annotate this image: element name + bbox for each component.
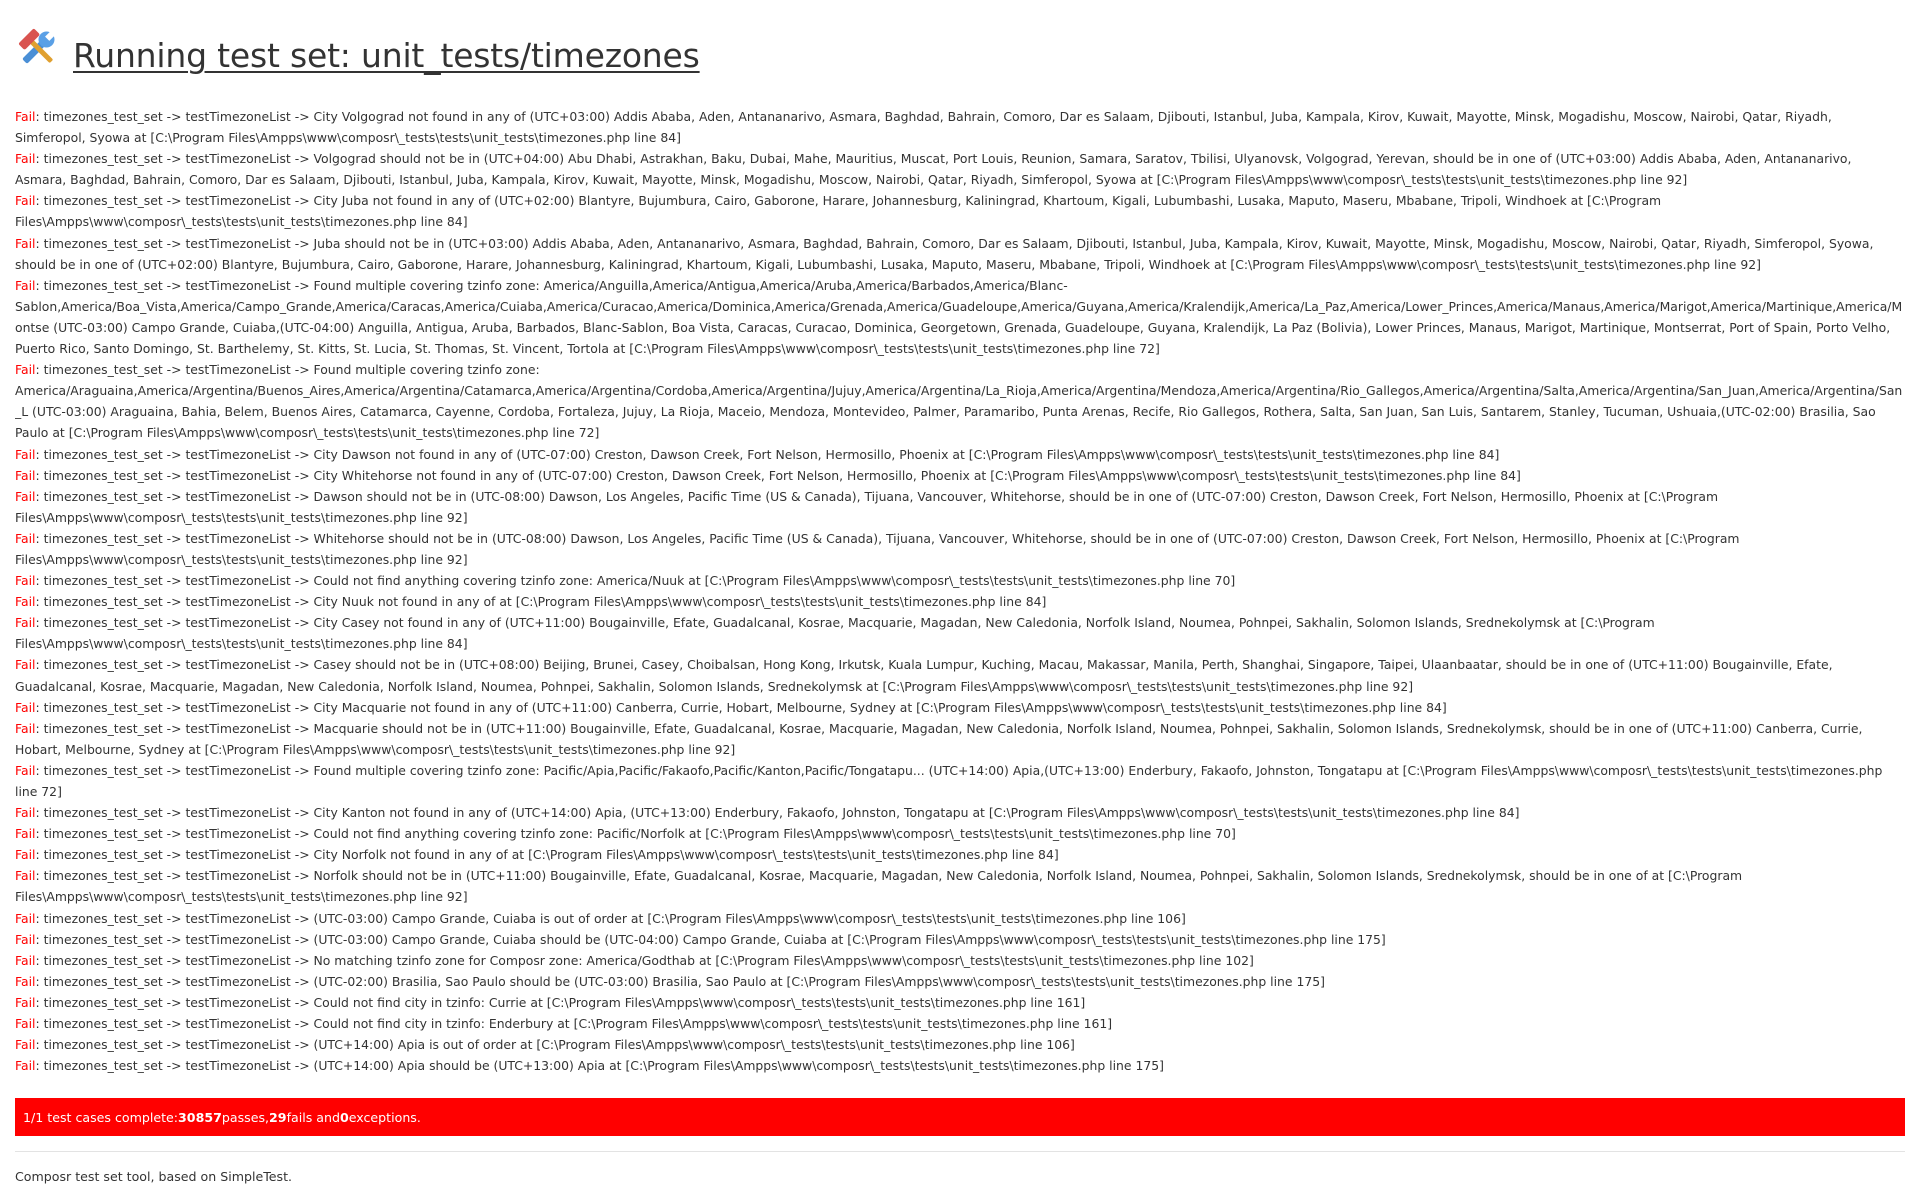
result-line [15, 844, 1905, 865]
result-message: : timezones_test_set -> testTimezoneList -> City Casey not found in any of (UTC+11:00) Bougainville, Efate, Guadalcanal, Kosrae, Macquarie, Magadan, New Caledonia, Norfolk Island, Noumea, Pohnpei, Sakhalin, Solomon Islands, Srednekolymsk at [C:\Program Files\Ampps\www\composr\_tests\tests\unit_tests\timezones.php line 84] [15, 615, 1655, 652]
page-title: Running test set: unit_tests/timezones [73, 35, 700, 75]
result-message: : timezones_test_set -> testTimezoneList -> Juba should not be in (UTC+03:00) Addis Ababa, Aden, Antananarivo, Asmara, Baghdad, Bahrain, Comoro, Dar es Salaam, Djibouti, Istanbul, Juba, Kampala, Kirov, Kuwait, Mayotte, Minsk, Mogadishu, Moscow, Nairobi, Qatar, Riyadh, Simferopol, Syowa, should be in one of (UTC+02:00) Blantyre, Bujumbura, Cairo, Gaborone, Harare, Johannesburg, Kaliningrad, Khartoum, Kigali, Lubumbashi, Lusaka, Maputo, Maseru, Mbabane, Tripoli, Windhoek at [C:\Program Files\Ampps\www\composr\_tests\tests\unit_tests\timezones.php line 92] [15, 235, 1874, 272]
result-line [15, 971, 1905, 992]
result-message: : timezones_test_set -> testTimezoneList -> Found multiple covering tzinfo zone: Pacific/Apia,Pacific/Fakaofo,Pacific/Kanton,Pacific/Tongatapu... (UTC+14:00) Apia,(UTC+13:00) Enderbury, Fakaofo, Johnston, Tongatapu at [C:\Program Files\Ampps\www\composr\_tests\tests\unit_tests\timezones.php line 72] [15, 762, 1883, 799]
result-line [15, 823, 1905, 844]
result-line [15, 106, 1905, 148]
result-message: : timezones_test_set -> testTimezoneList -> City Norfolk not found in any of at [C:\Program Files\Ampps\www\composr\_tests\tests\unit_tests\timezones.php line 84] [35, 847, 1059, 863]
fail-label: Fail [15, 762, 36, 778]
fail-label: Fail [15, 868, 36, 884]
result-line [15, 908, 1905, 929]
result-line [15, 760, 1905, 802]
result-line [15, 654, 1905, 696]
result-message: : timezones_test_set -> testTimezoneList -> Norfolk should not be in (UTC+11:00) Bougainville, Efate, Guadalcanal, Kosrae, Macquarie, Magadan, New Caledonia, Norfolk Island, Noumea, Pohnpei, Sakhalin, Solomon Islands, Srednekolymsk, should be in one of at [C:\Program Files\Ampps\www\composr\_tests\tests\unit_tests\timezones.php line 92] [15, 868, 1743, 905]
result-line [15, 802, 1905, 823]
fail-label: Fail [15, 847, 36, 863]
fail-label: Fail [15, 805, 36, 821]
result-message: : timezones_test_set -> testTimezoneList -> (UTC+14:00) Apia is out of order at [C:\Program Files\Ampps\www\composr\_tests\tests\unit_tests\timezones.php line 106] [35, 1037, 1075, 1053]
test-runner-page [15, 0, 1905, 1184]
result-line [15, 444, 1905, 465]
result-message: : timezones_test_set -> testTimezoneList -> Could not find city in tzinfo: Enderbury at [C:\Program Files\Ampps\www\composr\_tests\tests\unit_tests\timezones.php line 161] [35, 1016, 1113, 1032]
fail-label: Fail [15, 952, 36, 968]
result-line [15, 865, 1905, 907]
result-line [15, 612, 1905, 654]
header [15, 0, 1905, 110]
result-line [15, 929, 1905, 950]
result-line [15, 718, 1905, 760]
fail-label: Fail [15, 973, 36, 989]
result-message: : timezones_test_set -> testTimezoneList -> (UTC-03:00) Campo Grande, Cuiaba should be (UTC-04:00) Campo Grande, Cuiaba at [C:\Program Files\Ampps\www\composr\_tests\tests\unit_tests\timezones.php line 175] [35, 931, 1386, 947]
tools-icon [15, 25, 61, 71]
result-message: : timezones_test_set -> testTimezoneList -> (UTC-02:00) Brasilia, Sao Paulo should be (UTC-03:00) Brasilia, Sao Paulo at [C:\Program Files\Ampps\www\composr\_tests\tests\unit_tests\timezones.php line 175] [35, 973, 1325, 989]
result-line [15, 950, 1905, 971]
summary-prefix: 1/1 test cases complete: [23, 1109, 179, 1125]
result-message: : timezones_test_set -> testTimezoneList -> Could not find anything covering tzinfo zone: Pacific/Norfolk at [C:\Program Files\Ampps\www\composr\_tests\tests\unit_tests\timezones.php line 70] [35, 826, 1236, 842]
fail-label: Fail [15, 994, 36, 1010]
result-message: : timezones_test_set -> testTimezoneList -> Macquarie should not be in (UTC+11:00) Bougainville, Efate, Guadalcanal, Kosrae, Macquarie, Magadan, New Caledonia, Norfolk Island, Noumea, Pohnpei, Sakhalin, Solomon Islands, Srednekolymsk, should be in one of (UTC+11:00) Canberra, Currie, Hobart, Melbourne, Sydney at [C:\Program Files\Ampps\www\composr\_tests\tests\unit_tests\timezones.php line 92] [15, 720, 1863, 757]
fail-label: Fail [15, 720, 36, 736]
fails-count: 29 [269, 1109, 287, 1125]
footer-divider [15, 1151, 1905, 1152]
result-message: : timezones_test_set -> testTimezoneList -> City Dawson not found in any of (UTC-07:00) Creston, Dawson Creek, Fort Nelson, Hermosillo, Phoenix at [C:\Program Files\Ampps\www\composr\_tests\tests\unit_tests\timezones.php line 84] [35, 446, 1500, 462]
fail-label: Fail [15, 362, 36, 378]
fail-label: Fail [15, 235, 36, 251]
result-line [15, 275, 1905, 359]
result-line [15, 190, 1905, 232]
result-message: : timezones_test_set -> testTimezoneList -> City Macquarie not found in any of (UTC+11:00) Canberra, Currie, Hobart, Melbourne, Sydney at [C:\Program Files\Ampps\www\composr\_tests\tests\unit_tests\timezones.php line 84] [35, 699, 1447, 715]
fail-label: Fail [15, 446, 36, 462]
summary-bar [15, 1098, 1905, 1136]
result-message: : timezones_test_set -> testTimezoneList -> Whitehorse should not be in (UTC-08:00) Dawson, Los Angeles, Pacific Time (US & Canada), Tijuana, Vancouver, Whitehorse, should be in one of (UTC-07:00) Creston, Dawson Creek, Fort Nelson, Hermosillo, Phoenix at [C:\Program Files\Ampps\www\composr\_tests\tests\unit_tests\timezones.php line 92] [15, 530, 1740, 567]
footer-text: Composr test set tool, based on SimpleTest. [15, 1169, 293, 1184]
result-message: : timezones_test_set -> testTimezoneList -> City Kanton not found in any of (UTC+14:00) Apia, (UTC+13:00) Enderbury, Fakaofo, Johnston, Tongatapu at [C:\Program Files\Ampps\www\composr\_tests\tests\unit_tests\timezones.php line 84] [35, 805, 1520, 821]
fail-label: Fail [15, 931, 36, 947]
fail-label: Fail [15, 488, 36, 504]
exceptions-label: exceptions. [348, 1109, 421, 1125]
fail-label: Fail [15, 910, 36, 926]
result-line [15, 697, 1905, 718]
fail-label: Fail [15, 1037, 36, 1053]
result-line [15, 465, 1905, 486]
result-line [15, 570, 1905, 591]
passes-count: 30857 [178, 1109, 222, 1125]
result-line [15, 1013, 1905, 1034]
result-message: : timezones_test_set -> testTimezoneList -> Found multiple covering tzinfo zone: America/Araguaina,America/Argentina/Buenos_Aires,America/Argentina/Catamarca,America/Argentina/Cordoba,America/Argentina/Jujuy,America/Argentina/La_Rioja,America/Argentina/Mendoza,America/Argentina/Rio_Gallegos,America/Argentina/Salta,America/Argentina/San_Juan,America/Argentina/San_L (UTC-03:00) Araguaina, Bahia, Belem, Buenos Aires, Catamarca, Cayenne, Cordoba, Fortaleza, Jujuy, La Rioja, Maceio, Mendoza, Montevideo, Palmer, Paramaribo, Punta Arenas, Recife, Rio Gallegos, Rothera, Salta, San Juan, San Luis, Santarem, Stanley, Tucuman, Ushuaia,(UTC-02:00) Brasilia, Sao Paulo at [C:\Program Files\Ampps\www\composr\_tests\tests\unit_tests\timezones.php line 72] [15, 362, 1903, 441]
fail-label: Fail [15, 826, 36, 842]
result-message: : timezones_test_set -> testTimezoneList -> Could not find city in tzinfo: Currie at [C:\Program Files\Ampps\www\composr\_tests\tests\unit_tests\timezones.php line 161] [35, 994, 1086, 1010]
result-message: : timezones_test_set -> testTimezoneList -> Dawson should not be in (UTC-08:00) Dawson, Los Angeles, Pacific Time (US & Canada), Tijuana, Vancouver, Whitehorse, should be in one of (UTC-07:00) Creston, Dawson Creek, Fort Nelson, Hermosillo, Phoenix at [C:\Program Files\Ampps\www\composr\_tests\tests\unit_tests\timezones.php line 92] [15, 488, 1719, 525]
fail-label: Fail [15, 1016, 36, 1032]
result-message: : timezones_test_set -> testTimezoneList -> (UTC+14:00) Apia should be (UTC+13:00) Apia at [C:\Program Files\Ampps\www\composr\_tests\tests\unit_tests\timezones.php line 175] [35, 1058, 1164, 1074]
result-line [15, 591, 1905, 612]
fail-label: Fail [15, 109, 36, 124]
result-line [15, 1034, 1905, 1055]
result-line [15, 992, 1905, 1013]
fail-label: Fail [15, 151, 36, 167]
result-message: : timezones_test_set -> testTimezoneList -> (UTC-03:00) Campo Grande, Cuiaba is out of order at [C:\Program Files\Ampps\www\composr\_tests\tests\unit_tests\timezones.php line 106] [35, 910, 1186, 926]
fails-label: fails and [286, 1109, 340, 1125]
result-message: : timezones_test_set -> testTimezoneList -> Casey should not be in (UTC+08:00) Beijing, Brunei, Casey, Choibalsan, Hong Kong, Irkutsk, Kuala Lumpur, Kuching, Macau, Makassar, Manila, Perth, Shanghai, Singapore, Taipei, Ulaanbaatar, should be in one of (UTC+11:00) Bougainville, Efate, Guadalcanal, Kosrae, Macquarie, Magadan, New Caledonia, Norfolk Island, Noumea, Pohnpei, Sakhalin, Solomon Islands, Srednekolymsk at [C:\Program Files\Ampps\www\composr\_tests\tests\unit_tests\timezones.php line 92] [15, 657, 1833, 694]
fail-label: Fail [15, 530, 36, 546]
result-line [15, 1055, 1905, 1076]
fail-label: Fail [15, 699, 36, 715]
result-message: : timezones_test_set -> testTimezoneList -> Could not find anything covering tzinfo zone: America/Nuuk at [C:\Program Files\Ampps\www\composr\_tests\tests\unit_tests\timezones.php line 70] [35, 573, 1236, 589]
fail-label: Fail [15, 594, 36, 610]
result-message: : timezones_test_set -> testTimezoneList -> City Nuuk not found in any of at [C:\Program Files\Ampps\www\composr\_tests\tests\unit_tests\timezones.php line 84] [35, 594, 1047, 610]
result-message: : timezones_test_set -> testTimezoneList -> City Whitehorse not found in any of (UTC-07:00) Creston, Dawson Creek, Fort Nelson, Hermosillo, Phoenix at [C:\Program Files\Ampps\www\composr\_tests\tests\unit_tests\timezones.php line 84] [35, 467, 1521, 483]
result-message: : timezones_test_set -> testTimezoneList -> Found multiple covering tzinfo zone: America/Anguilla,America/Antigua,America/Aruba,America/Barbados,America/Blanc-Sablon,America/Boa_Vista,America/Campo_Grande,America/Caracas,America/Cuiaba,America/Curacao,America/Dominica,America/Grenada,America/Guadeloupe,America/Guyana,America/Kralendijk,America/La_Paz,America/Lower_Princes,America/Manaus,America/Marigot,America/Martinique,America/Montse (UTC-03:00) Campo Grande, Cuiaba,(UTC-04:00) Anguilla, Antigua, Aruba, Barbados, Blanc-Sablon, Boa Vista, Caracas, Curacao, Dominica, Georgetown, Grenada, Guadeloupe, Guyana, Kralendijk, La Paz (Bolivia), Lower Princes, Manaus, Marigot, Martinique, Montserrat, Port of Spain, Porto Velho, Puerto Rico, Santo Domingo, St. Barthelemy, St. Kitts, St. Lucia, St. Thomas, St. Vincent, Tortola at [C:\Program Files\Ampps\www\composr\_tests\tests\unit_tests\timezones.php line 72] [15, 277, 1903, 357]
result-line [15, 148, 1905, 190]
results-list [15, 106, 1905, 1076]
result-line [15, 359, 1905, 443]
fail-label: Fail [15, 277, 36, 293]
result-message: : timezones_test_set -> testTimezoneList -> City Juba not found in any of (UTC+02:00) Blantyre, Bujumbura, Cairo, Gaborone, Harare, Johannesburg, Kaliningrad, Khartoum, Kigali, Lubumbashi, Lusaka, Maputo, Maseru, Mbabane, Tripoli, Windhoek at [C:\Program Files\Ampps\www\composr\_tests\tests\unit_tests\timezones.php line 84] [15, 193, 1662, 230]
fail-label: Fail [15, 1058, 36, 1074]
result-line [15, 233, 1905, 275]
result-message: : timezones_test_set -> testTimezoneList -> No matching tzinfo zone for Composr zone: America/Godthab at [C:\Program Files\Ampps\www\composr\_tests\tests\unit_tests\timezones.php line 102] [35, 952, 1254, 968]
fail-label: Fail [15, 657, 36, 673]
result-message: : timezones_test_set -> testTimezoneList -> City Volgograd not found in any of (UTC+03:00) Addis Ababa, Aden, Antananarivo, Asmara, Baghdad, Bahrain, Comoro, Dar es Salaam, Djibouti, Istanbul, Juba, Kampala, Kirov, Kuwait, Mayotte, Minsk, Mogadishu, Moscow, Nairobi, Qatar, Riyadh, Simferopol, Syowa at [C:\Program Files\Ampps\www\composr\_tests\tests\unit_tests\timezones.php line 84] [15, 109, 1832, 146]
exceptions-count: 0 [339, 1109, 349, 1125]
fail-label: Fail [15, 615, 36, 631]
fail-label: Fail [15, 573, 36, 589]
result-line [15, 486, 1905, 528]
fail-label: Fail [15, 193, 36, 209]
result-line [15, 528, 1905, 570]
passes-label: passes, [221, 1109, 270, 1125]
result-message: : timezones_test_set -> testTimezoneList -> Volgograd should not be in (UTC+04:00) Abu Dhabi, Astrakhan, Baku, Dubai, Mahe, Mauritius, Muscat, Port Louis, Reunion, Samara, Saratov, Tbilisi, Ulyanovsk, Volgograd, Yerevan, should be in one of (UTC+03:00) Addis Ababa, Aden, Antananarivo, Asmara, Baghdad, Bahrain, Comoro, Dar es Salaam, Djibouti, Istanbul, Juba, Kampala, Kirov, Kuwait, Mayotte, Minsk, Mogadishu, Moscow, Nairobi, Qatar, Riyadh, Simferopol, Syowa at [C:\Program Files\Ampps\www\composr\_tests\tests\unit_tests\timezones.php line 92] [15, 151, 1852, 188]
fail-label: Fail [15, 467, 36, 483]
